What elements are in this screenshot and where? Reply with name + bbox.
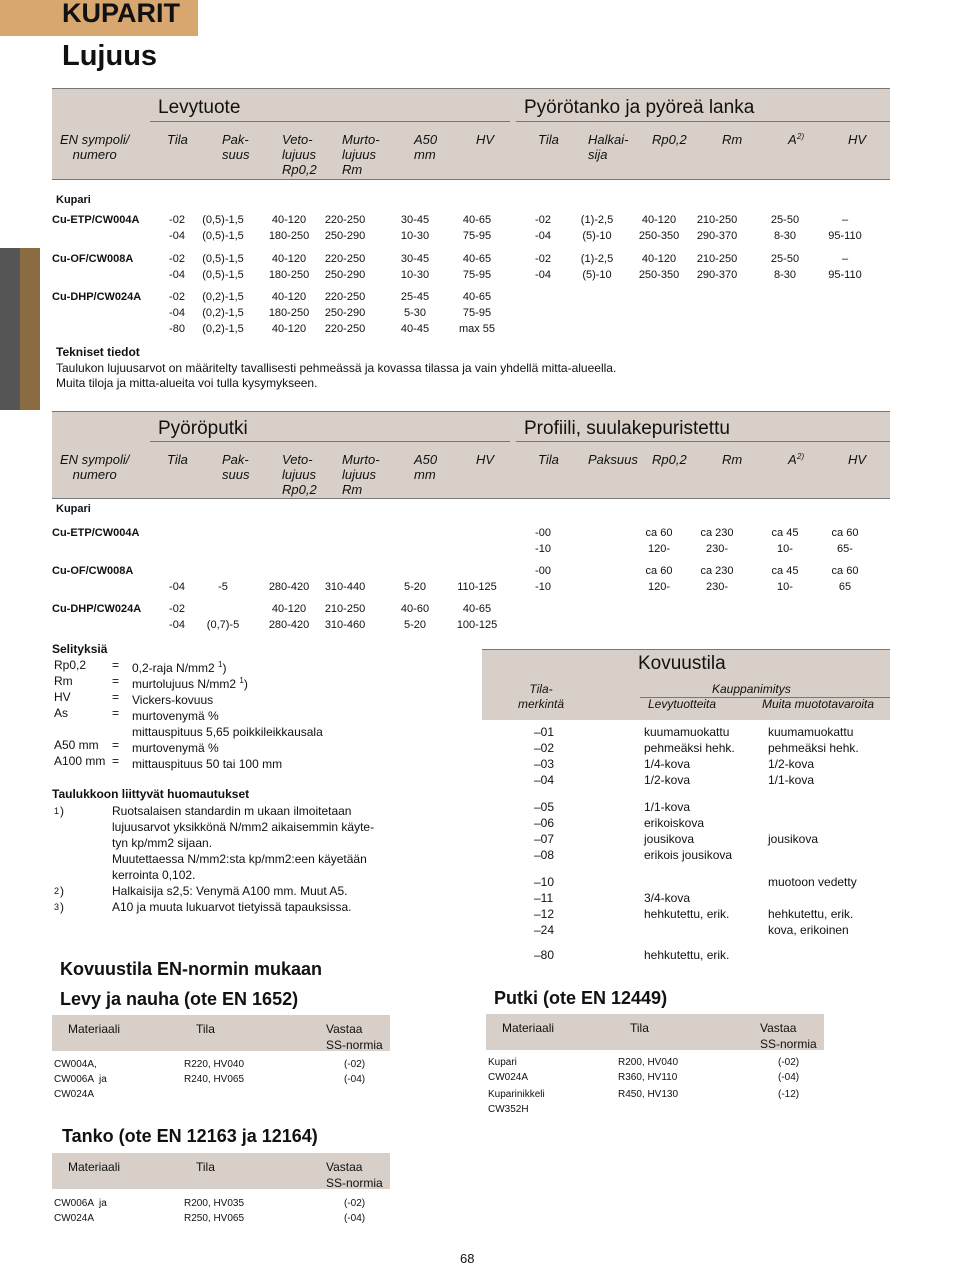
divider [516,121,890,122]
table-cell: 40-65 100-125 [456,603,498,631]
table-cell: (1)-2,5 (5)-10 [580,253,614,281]
table-cell: ca 60 120- [645,527,673,555]
divider [516,441,890,442]
kovuustila-title: Kovuustila [638,653,726,674]
notes-line: Taulukon lujuusarvot on määritelty tavallisesti pehmeässä ja kovassa tilassa ja vain yhdellä mitta-alueella. [56,361,617,375]
row-label: Cu-DHP/CW024A [52,603,142,615]
muoto-state: jousikova [768,832,819,846]
term: A100 mm [54,754,106,768]
table-cell: 220-250 250-290 [324,214,366,242]
row-label: Cu-OF/CW008A [52,253,134,265]
table-cell: ca 60 65- [831,527,859,555]
column-header: Materiaali [68,1022,121,1036]
table-cell: 40-120 180-250 [268,253,310,281]
footnote-paren: ) [60,804,64,818]
definition-text: Vickers-kovuus [132,693,214,707]
table-cell: 210-250 290-370 [696,253,738,281]
levy-state: 1/1-kova erikoiskova jousikova erikois jousikova [644,800,733,862]
muoto-state: kuumamuokattu pehmeäksi hehk. 1/2-kova 1/1-kova [768,725,859,787]
table-cell: 40-65 75-95 max 55 [458,291,496,335]
table-cell: (-02) (-04) [778,1057,800,1083]
equals: = [112,754,120,768]
table-cell: ca 230 230- [700,527,734,555]
selityksia-title: Selityksiä [52,642,108,656]
table-cell: 5-20 [403,581,427,593]
table-cell: (-12) [778,1089,800,1100]
notes-line: Muita tiloja ja mitta-alueita voi tulla kysymykseen. [56,376,318,390]
column-header: Materiaali [68,1160,121,1174]
column-header: Paksuus [588,452,638,467]
table-cell: R450, HV130 [618,1089,679,1100]
tila-merkinta-header: Tila- merkintä [518,682,565,711]
footnote-mark: 2 [54,886,60,896]
column-header: Tila [196,1022,215,1036]
table-cell: 220-250 250-290 220-250 [324,291,366,335]
page-title: Lujuus [62,40,158,72]
table-cell: 25-50 8-30 [770,253,800,281]
footnote-close: ) [222,661,227,675]
table-cell: 210-250 290-370 [696,214,738,242]
column-header: Vastaa SS-normia [760,1021,817,1051]
table-cell: 25-45 5-30 40-45 [400,291,430,335]
definition-text: murtolujuus N/mm2 [132,677,240,691]
table-cell: -04 [169,581,185,593]
column-header: Veto- lujuus Rp0,2 [282,452,317,497]
term: HV [54,690,71,704]
column-header: EN sympoli/ numero [60,452,130,482]
table-cell: 40-120 250-350 [638,214,680,242]
table-cell: 210-250 310-460 [324,603,366,631]
en-norm-title: Kovuustila EN-normin mukaan [60,959,323,979]
footnote-line: Muutettaessa N/mm2:sta kp/mm2:een käyetään [112,852,367,866]
column-header: Murto- lujuus Rm [342,452,380,497]
table-cell: (0,7)-5 [206,619,240,631]
table-header [52,1153,390,1189]
table-cell: ca 60 65 [831,565,859,593]
column-header: Tila [630,1021,649,1035]
table-cell: 30-45 10-30 [400,214,430,242]
footnote-ref: 1 [239,676,244,685]
column-header: HV [848,132,867,147]
row-label: Cu-DHP/CW024A [52,291,142,303]
footnote-mark: 1 [54,806,60,816]
table-cell: (-02) (-04) [344,1198,366,1224]
table-cell: – 95-110 [828,253,862,281]
column-header: A [788,132,797,147]
table-cell: (0,5)-1,5 (0,5)-1,5 [202,214,244,242]
table-cell: -02 -04 [535,253,551,281]
column-header: Materiaali [502,1021,555,1035]
column-header: 2) [797,132,805,141]
column-header: EN sympoli/ numero [60,132,130,162]
divider [150,121,510,122]
table-cell: R200, HV040 R360, HV110 [618,1057,679,1083]
table-cell: 40-60 5-20 [400,603,430,631]
definition-text: murtovenymä % [132,741,219,755]
table-cell: ca 230 230- [700,565,734,593]
table-cell: -00 -10 [535,527,551,555]
footnote-line: kerrointa 0,102. [112,868,196,882]
table-cell: 40-120 180-250 40-120 [268,291,310,335]
row-label: Cu-ETP/CW004A [52,214,140,226]
table-cell: (1)-2,5 (5)-10 [580,214,614,242]
equals: = [112,658,120,672]
table-cell: R220, HV040 R240, HV065 [184,1059,245,1085]
column-header: Rp0,2 [652,132,687,147]
definition [132,753,282,772]
tila-code: –80 [534,948,555,962]
table-cell: (0,2)-1,5 (0,2)-1,5 (0,2)-1,5 [202,291,244,335]
footnote-close: ) [243,677,248,691]
kauppanimitys-label: Kauppanimitys [712,682,791,696]
muita-header: Muita muototavaroita [762,697,875,711]
table-cell: -02 -04 [169,253,185,281]
page-number: 68 [460,1251,475,1266]
row-label: Cu-ETP/CW004A [52,527,140,539]
column-header: A50 mm [414,452,438,482]
table-cell: (-02) (-04) [344,1059,366,1085]
table-cell: 40-120 250-350 [638,253,680,281]
table-cell: 280-420 [268,581,310,593]
side-tab-dark [0,248,20,410]
footnote-mark: 3 [54,902,60,912]
table-header [52,1015,390,1051]
levytuotteita-header: Levytuotteita [648,697,717,711]
table2-group-right: Profiili, suulakepuristettu [524,418,730,439]
column-header: A50 mm [414,132,438,162]
column-header: Tila [167,452,188,467]
table-cell: R200, HV035 R250, HV065 [184,1198,245,1224]
table-cell: -02 -04 [169,214,185,242]
definition-text: mittauspituus 50 tai 100 mm [132,757,283,771]
table-cell: CW004A, CW006A ja CW024A [54,1059,107,1100]
term: A50 mm [54,738,99,752]
column-header: A [788,452,797,467]
putki-title: Putki (ote EN 12449) [494,988,668,1008]
column-header: Vastaa SS-normia [326,1160,383,1190]
table2-group-left: Pyöröputki [158,418,248,439]
table-cell: Kupari CW024A [488,1057,529,1083]
table-cell: 40-120 180-250 [268,214,310,242]
equals: = [112,690,120,704]
tila-code: –01 –02 –03 –04 [534,725,555,787]
table-cell: ca 45 10- [771,527,799,555]
table1-group-left: Levytuote [158,97,241,118]
table1-group-right: Pyörötanko ja pyöreä lanka [524,97,755,118]
divider [150,441,510,442]
footnote-line: lujuusarvot yksikkönä N/mm2 aikaisemmin käyte- [112,820,375,834]
column-header: HV [476,132,495,147]
column-header: Veto- lujuus Rp0,2 [282,132,317,177]
column-header: Tila [196,1160,215,1174]
table-cell: 40-120 280-420 [268,603,310,631]
table-cell: – 95-110 [828,214,862,242]
column-header: HV [848,452,867,467]
column-header: Halkai- sija [588,132,629,162]
column-header: Rm [722,452,743,467]
table-cell: 310-440 [324,581,366,593]
column-header: Tila [538,452,559,467]
definition-text: 0,2-raja N/mm2 [132,661,219,675]
table-cell: ca 45 10- [771,565,799,593]
column-header: Tila [167,132,188,147]
tanko-title: Tanko (ote EN 12163 ja 12164) [62,1126,318,1146]
table-cell: -00 -10 [535,565,551,593]
definition-text: mittauspituus 5,65 poikkileikkausala [132,725,323,739]
column-header: Pak- suus [222,132,250,162]
column-header: Rm [722,132,743,147]
column-header: Pak- suus [222,452,250,482]
equals: = [112,674,120,688]
table-cell: Kuparinikkeli CW352H [488,1089,545,1115]
term: Rp0,2 [54,658,87,672]
footnote-line: Ruotsalaisen standardin m ukaan ilmoitetaan [112,804,352,818]
table-cell: -02 -04 [535,214,551,242]
tila-code: –10 –11 –12 –24 [534,875,555,937]
term: Rm [54,674,73,688]
column-header: Murto- lujuus Rm [342,132,380,177]
notes-title: Tekniset tiedot [56,345,140,359]
definition-text: murtovenymä % [132,709,219,723]
row-label: Cu-OF/CW008A [52,565,134,577]
table-cell: (0,5)-1,5 (0,5)-1,5 [202,253,244,281]
brand-banner [0,0,198,36]
huomautukset-title: Taulukkoon liittyvät huomautukset [52,787,250,801]
kupari-label: Kupari [56,194,91,206]
footnote-line: Halkaisija s2,5: Venymä A100 mm. Muut A5. [112,884,348,898]
column-header: HV [476,452,495,467]
table-cell: ca 60 120- [645,565,673,593]
table-cell: 30-45 10-30 [400,253,430,281]
footnote-ref: 1 [218,660,223,669]
table-cell: CW006A ja CW024A [54,1198,107,1224]
table-header [486,1014,824,1050]
table-cell: 40-65 75-95 [462,214,492,242]
levy-state: 3/4-kova hehkutettu, erik. [644,891,730,921]
column-header: Vastaa SS-normia [326,1022,383,1052]
levy-state: hehkutettu, erik. [644,948,730,962]
tila-code: –05 –06 –07 –08 [534,800,555,862]
column-header: 2) [797,452,805,461]
kupari-label: Kupari [56,503,91,515]
table-cell: -02 -04 [169,603,185,631]
levy-title: Levy ja nauha (ote EN 1652) [60,989,299,1009]
side-tab-gold [20,248,40,410]
table-cell: 110-125 [457,581,497,593]
equals: = [112,706,120,720]
muoto-state: muotoon vedetty hehkutettu, erik. kova, erikoinen [768,875,857,937]
table-cell: -5 [218,581,228,593]
brand-title: KUPARIT [62,0,180,28]
footnote-line: A10 ja muuta lukuarvot tietyissä tapauksissa. [112,900,352,914]
table-cell: -02 -04 -80 [169,291,185,335]
column-header: Tila [538,132,559,147]
footnote-line: tyn kp/mm2 sijaan. [112,836,213,850]
equals: = [112,738,120,752]
table-cell: 40-65 75-95 [462,253,492,281]
footnote-paren: ) [60,884,64,898]
table-cell: 25-50 8-30 [770,214,800,242]
column-header: Rp0,2 [652,452,687,467]
table-cell: 220-250 250-290 [324,253,366,281]
footnote-paren: ) [60,900,64,914]
levy-state: kuumamuokattu pehmeäksi hehk. 1/4-kova 1/2-kova [644,725,735,787]
term: As [54,706,69,720]
